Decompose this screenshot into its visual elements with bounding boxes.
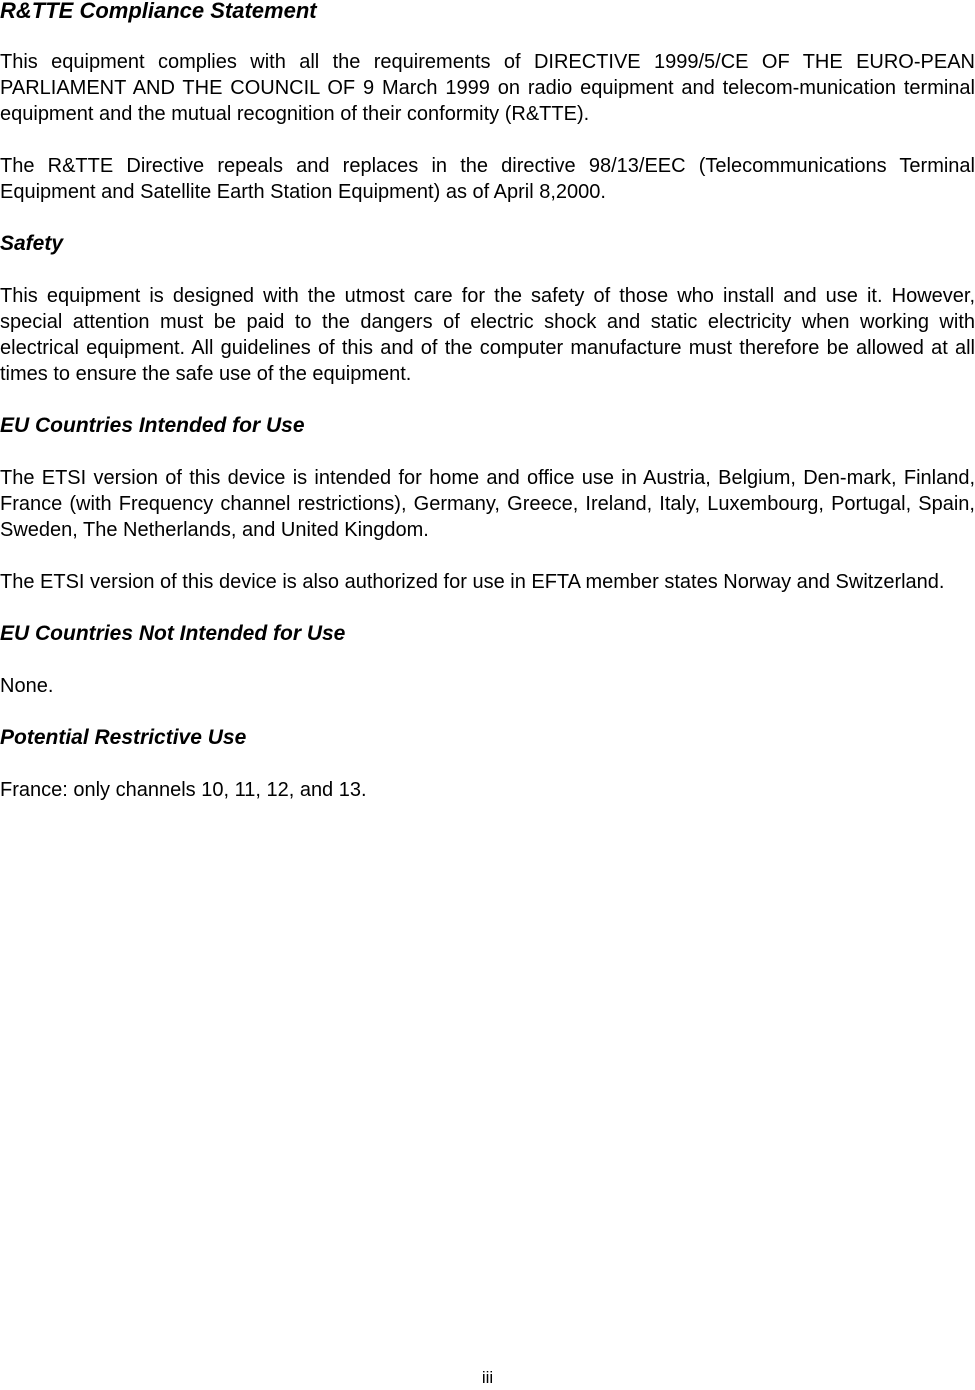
section-heading-restrictive-use: Potential Restrictive Use — [0, 726, 247, 749]
section-heading-intended-use: EU Countries Intended for Use — [0, 414, 305, 437]
intended-use-paragraph-2: The ETSI version of this device is also authorized for use in EFTA member states Norway and Switzerland. — [0, 571, 945, 593]
section-heading-not-intended-use: EU Countries Not Intended for Use — [0, 622, 346, 645]
page-number: iii — [481, 1368, 494, 1387]
intro-paragraph-2: The R&TTE Directive repeals and replaces in the directive 98/13/EEC (Telecommunications Terminal Equipment and Satellite Earth Station Equipment) as of April 8,2000. — [0, 155, 975, 203]
restrictive-use-paragraph: France: only channels 10, 11, 12, and 13. — [0, 779, 367, 801]
intro-paragraph-1: This equipment complies with all the requirements of DIRECTIVE 1999/5/CE OF THE EURO-PEAN PARLIAMENT AND THE COUNCIL OF 9 March 1999 on radio equipment and telecom-munication terminal equipment and the mutual recognition of their conformity (R&TTE). — [0, 51, 975, 125]
intended-use-paragraph-1: The ETSI version of this device is intended for home and office use in Austria, Belgium, Den-mark, Finland, France (with Frequency channel restrictions), Germany, Greece, Ireland, Italy, Luxembourg, Portugal, Spain, Sweden, The Netherlands, and United Kingdom. — [0, 467, 975, 541]
section-heading-safety: Safety — [0, 232, 64, 255]
not-intended-use-paragraph: None. — [0, 675, 54, 697]
page-title: R&TTE Compliance Statement — [0, 0, 317, 23]
safety-paragraph: This equipment is designed with the utmost care for the safety of those who install and use it. However, special attention must be paid to the dangers of electric shock and static electricity when working with electrical equipment. All guidelines of this and of the computer manufacture must therefore be allowed at all times to ensure the safe use of the equipment. — [0, 285, 975, 385]
